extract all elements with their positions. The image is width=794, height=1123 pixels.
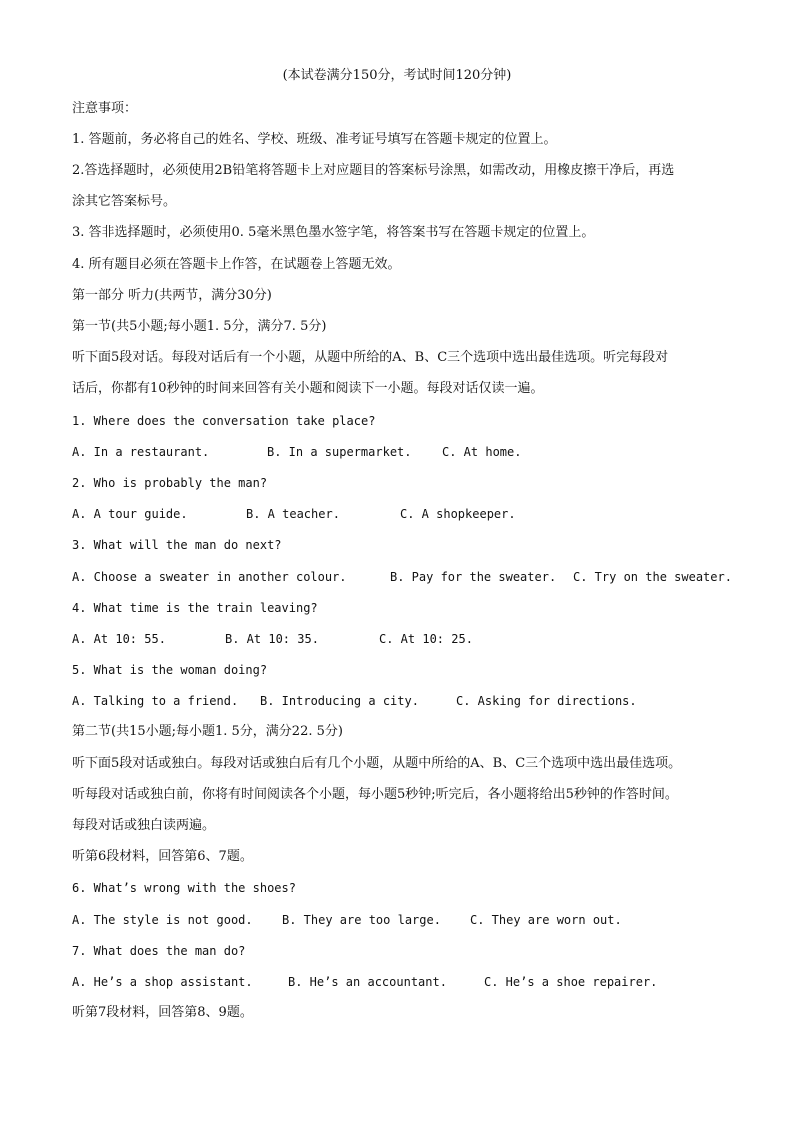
notice-item-3: 3. 答非选择题时，必须使用0. 5毫米黑色墨水签字笔，将答案书写在答题卡规定的位置上。 <box>72 225 595 240</box>
notice-item-4: 4. 所有题目必须在答题卡上作答，在试题卷上答题无效。 <box>72 257 401 272</box>
q3-option-b: B. Pay for the sweater. <box>390 570 557 584</box>
q3-option-a: A. Choose a sweater in another colour. <box>72 570 347 584</box>
material-6-heading: 听第6段材料，回答第6、7题。 <box>72 849 253 864</box>
q1-option-c: C. At home. <box>442 445 522 459</box>
question-2-options <box>72 505 732 523</box>
section1-instruction-1: 听下面5段对话。每段对话后有一个小题，从题中所给的A、B、C三个选项中选出最佳选项。听完每段对 <box>72 350 669 365</box>
question-4-options <box>72 630 732 648</box>
q5-option-c: C. Asking for directions. <box>456 694 637 708</box>
q5-option-b: B. Introducing a city. <box>260 694 419 708</box>
exam-info: (本试卷满分150分，考试时间120分钟) <box>282 68 512 83</box>
notice-item-1: 1. 答题前，务必将自己的姓名、学校、班级、准考证号填写在答题卡规定的位置上。 <box>72 132 557 147</box>
q7-option-c: C. He’s a shoe repairer. <box>484 975 658 989</box>
section2-instruction-3: 每段对话或独白读两遍。 <box>72 818 216 833</box>
question-7-options <box>72 973 732 991</box>
question-3-options <box>72 568 732 586</box>
q4-option-a: A. At 10: 55. <box>72 632 166 646</box>
question-5: 5. What is the woman doing? <box>72 663 268 677</box>
material-7-heading: 听第7段材料，回答第8、9题。 <box>72 1005 253 1020</box>
section2-instruction-2: 听每段对话或独白前，你将有时间阅读各个小题，每小题5秒钟;听完后，各小题将给出5秒钟的作答时间。 <box>72 787 678 802</box>
section1-instruction-2: 话后，你都有10秒钟的时间来回答有关小题和阅读下一小题。每段对话仅读一遍。 <box>72 381 544 396</box>
q1-option-b: B. In a supermarket. <box>267 445 412 459</box>
q7-option-a: A. He’s a shop assistant. <box>72 975 253 989</box>
q7-option-b: B. He’s an accountant. <box>288 975 447 989</box>
question-6-options <box>72 911 732 929</box>
q2-option-a: A. A tour guide. <box>72 507 188 521</box>
section2-title: 第二节(共15小题;每小题1. 5分，满分22. 5分) <box>72 724 343 739</box>
notice-title: 注意事项： <box>72 101 138 116</box>
q2-option-c: C. A shopkeeper. <box>400 507 516 521</box>
q4-option-c: C. At 10: 25. <box>379 632 473 646</box>
notice-item-2-cont: 涂其它答案标号。 <box>72 194 177 209</box>
question-7: 7. What does the man do? <box>72 944 246 958</box>
question-6: 6. What’s wrong with the shoes? <box>72 881 296 895</box>
q4-option-b: B. At 10: 35. <box>225 632 319 646</box>
q6-option-a: A. The style is not good. <box>72 913 253 927</box>
notice-item-2: 2.答选择题时，必须使用2B铅笔将答题卡上对应题目的答案标号涂黑，如需改动，用橡皮擦干净后，再选 <box>72 163 675 178</box>
question-4: 4. What time is the train leaving? <box>72 601 318 615</box>
section1-title: 第一节(共5小题;每小题1. 5分，满分7. 5分) <box>72 319 327 334</box>
q5-option-a: A. Talking to a friend. <box>72 694 239 708</box>
q2-option-b: B. A teacher. <box>246 507 340 521</box>
question-1-options <box>72 443 732 461</box>
part1-title: 第一部分 听力(共两节，满分30分) <box>72 288 272 303</box>
question-2: 2. Who is probably the man? <box>72 476 268 490</box>
q1-option-a: A. In a restaurant. <box>72 445 210 459</box>
section2-instruction-1: 听下面5段对话或独白。每段对话或独白后有几个小题，从题中所给的A、B、C三个选项中选出最佳选项。 <box>72 756 682 771</box>
question-5-options <box>72 692 732 710</box>
q6-option-c: C. They are worn out. <box>470 913 622 927</box>
q3-option-c: C. Try on the sweater. <box>573 570 732 584</box>
q6-option-b: B. They are too large. <box>282 913 441 927</box>
question-3: 3. What will the man do next? <box>72 538 282 552</box>
question-1: 1. Where does the conversation take place? <box>72 414 376 428</box>
